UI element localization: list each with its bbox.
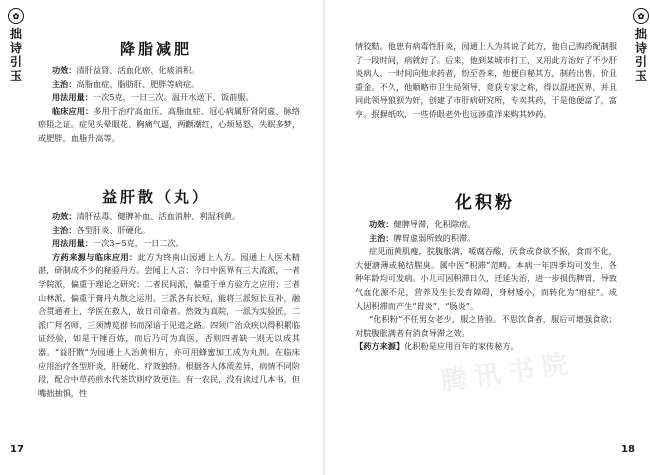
section-title-huaji: 化积粉 bbox=[455, 193, 515, 213]
header-brand-right: ✿ 拙 诗 引 玉 bbox=[631, 8, 650, 84]
section-title-jiangzhi: 降脂减肥 bbox=[120, 40, 193, 58]
line-yongfa-1: 用法用量：一次5克，一日三次。温开水送下，饭前服。 bbox=[51, 92, 254, 103]
line-gongxiao-2: 功效：清肝祛毒、健脾补血、活血消肿、利湿利黄。 bbox=[51, 211, 241, 221]
page-number-right: 18 bbox=[621, 444, 635, 455]
section-body-jiangzhi bbox=[38, 64, 300, 146]
line-zhuzhi-1: 主治：高脂血症、脂肪肝、肥胖等病症。 bbox=[51, 78, 200, 89]
header-brand-left: ✿ 拙 诗 引 玉 bbox=[6, 8, 26, 84]
section-title-yigan: 益肝散（丸） bbox=[102, 188, 211, 206]
section-body-yigan bbox=[38, 210, 300, 400]
brand-seal-icon: ✿ bbox=[8, 8, 24, 24]
line-linchuang-1: 临床应用：多用于治疗高血压、高脂血症、冠心病属肝肾阴虚、脉络瘀阻之证。症见头晕眼花、胸痛气逼，两颧潮红，心烦易怒，失眠多梦，或肥胖，血脂升高等。 bbox=[38, 105, 301, 143]
paragraph-symptoms: 症见面黄肌瘦，脘腹胀满，嗳腐吞酸，厌食或食欲不振，食而不化，大便溏薄或秘结腥臭。属中医“积滞”范畴。本病一年四季均可发生，各种年龄均可发病。小儿可因积滞日久，迁延失治，进一步损伤脾胃，导致气血化源不足，营养及生长发育障碍，身材矮小，而转化为“疳症”。成人因积滞而产生“胃炎”、“肠炎”。 bbox=[355, 246, 618, 311]
line-yongfa-2: 用法用量：一次3~5克，一日二次。 bbox=[51, 238, 184, 249]
line-zhuzhi-2: 主治：各型肝炎、肝硬化。 bbox=[51, 224, 151, 235]
line-laiyuan-2: 方药来源与临床应用：此方为终南山园通上人方。园通上人医术精湛，研制成不少的秘验丹方。尝闻上人言：今日中医界有三大流派，一者学院派，偏重于理论之研究；二者民间派，偏重于单方验方之应用；三者山林派，偏重于膏丹丸散之运用。三派各有长短，能将三派短长互补，融合贯通者上，学医在救人，故日司命者。然效为真院，一派为实验匠，二派广拜名师，三须博览群书而深谙于见道之路。四须广治众疾以得积累临证经验，如是于锤百炼，而后乃可为真医，否则四者缺一则无以成其器。“益肝散”为园通上人治黄相方，亦可用蜂蜜加工成为丸剂。在临床应用治疗各型肝炎，肝硬化、疗效独特。根据各人体质差异，病情不同阶段，配合中草药煎水代茶饮则疗效更佳。有一农民，没有读过几本书，但嘴拙抽惧，性 bbox=[38, 251, 301, 398]
continued-paragraph: 情狡黠。他患有病毒性肝炎，园通上人为其说了此方，他自己购药配制服了一段时间，病就好了。后来，他到某城市打工，又用此方治好了不少肝炎病人，一时间向他求药者，纷至沓来，他便自秘其方，制药出售，价且重金。不久，他顺略市卫生局领导，竟获专家之称，得以混迹医界，并且同此领导狼狈为奸，创建了市肝病研究所，专卖其药，于是他便富了，富亨。抿摒纸吹，一些侨眼老外也远涉重洋来购其妙药。 bbox=[355, 41, 618, 119]
section-body-huaji bbox=[355, 218, 617, 354]
line-zhuzhi-3: 主治：脾胃虚弱所致的积滞。 bbox=[368, 232, 476, 243]
brand-seal-icon: ✿ bbox=[633, 8, 649, 24]
watermark: 腾讯书院 bbox=[438, 348, 578, 398]
page-number-left: 17 bbox=[10, 444, 24, 455]
line-source: 【药方来源】化积粉是应用百年的家传秘方。 bbox=[355, 341, 519, 352]
line-gongxiao-1: 功效：清肝益肾、活血化瘀、化痰消积。 bbox=[51, 65, 200, 75]
paragraph-efficacy: “化积粉”不任男女老少，服之皆验。不思饮食者，服后可增强食欲；对脘腹胀满者有消食导滞之效。 bbox=[355, 314, 617, 338]
line-gongxiao-3: 功效：健脾导滞，化积除痞。 bbox=[368, 219, 476, 229]
right-page bbox=[325, 0, 650, 475]
